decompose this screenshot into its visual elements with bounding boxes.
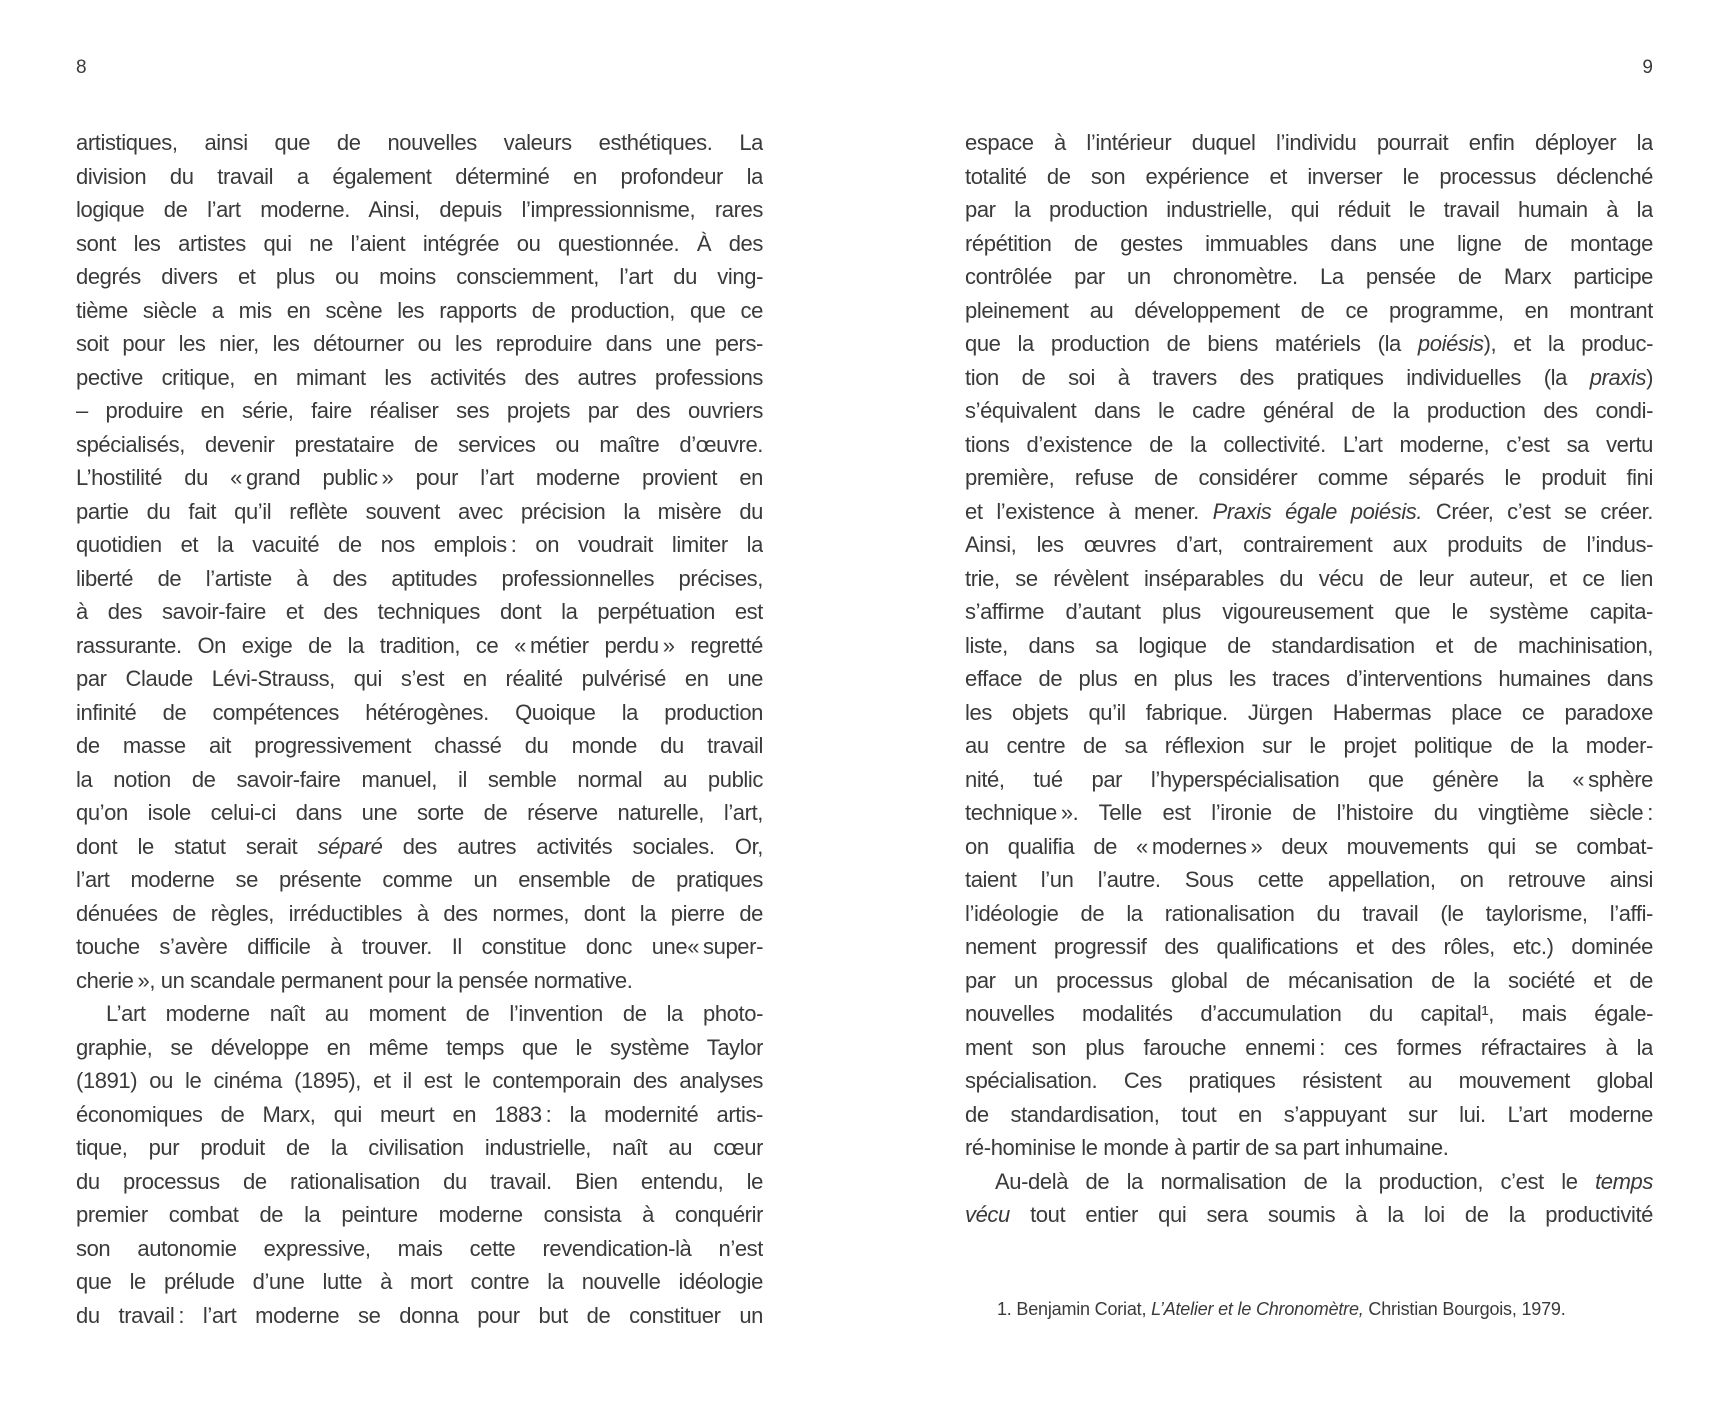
text-run: ), et la produc- [1483, 331, 1653, 356]
text-line [76, 863, 763, 897]
text-run: tième siècle a mis en scène les rapports de production, que ce [76, 297, 763, 323]
text-line [76, 428, 763, 462]
text-line [76, 461, 763, 495]
text-run: Christian Bourgois, 1979. [1363, 1299, 1566, 1319]
text-run: graphie, se développe en même temps que le système Taylor [76, 1034, 763, 1060]
italic-text-run: L’Atelier et le Chronomètre, [1151, 1299, 1364, 1319]
text-line [76, 629, 763, 663]
text-run: on qualifia de « modernes » deux mouvements qui se combat- [965, 833, 1653, 859]
text-run: taient l’un l’autre. Sous cette appellation, on retrouve ainsi [965, 867, 1653, 892]
text-run: cherie », un scandale permanent pour la pensée normative. [76, 967, 633, 993]
text-run: tion de soi à travers des pratiques individuelles (la [965, 364, 1590, 390]
text-run: ré-hominise le monde à partir de sa part inhumaine. [965, 1135, 1449, 1160]
text-run: logique de l’art moderne. Ainsi, depuis l’impressionnisme, rares [76, 197, 763, 222]
italic-text-run: praxis [1589, 364, 1647, 390]
text-line [76, 1031, 763, 1065]
italic-text-run: poiésis [1417, 331, 1484, 356]
text-run: spécialisation. Ces pratiques résistent au mouvement global [965, 1068, 1653, 1093]
text-run: qu’on isole celui-ci dans une sorte de réserve naturelle, l’art, [76, 800, 763, 825]
text-line [76, 1232, 763, 1266]
text-line [965, 495, 1653, 529]
text-line [76, 830, 763, 864]
footnote [997, 1296, 1657, 1322]
text-run: quotidien et la vacuité de nos emplois : on voudrait limiter la [76, 532, 763, 557]
text-run: l’art moderne se présente comme un ensemble de pratiques [76, 867, 763, 892]
text-run: infinité de compétences hétérogènes. Quoique la production [76, 699, 763, 725]
text-line [965, 897, 1653, 931]
text-line [965, 428, 1653, 462]
text-run: au centre de sa réflexion sur le projet politique de la moder- [965, 733, 1653, 758]
text-line [76, 495, 763, 529]
text-run: totalité de son expérience et inverser le processus déclenché [965, 163, 1653, 189]
text-line [965, 830, 1653, 864]
text-run: tique, pur produit de la civilisation industrielle, naît au cœur [76, 1135, 763, 1160]
text-run: sont les artistes qui ne l’aient intégrée ou questionnée. À des [76, 230, 763, 256]
text-line [965, 160, 1653, 194]
text-line [965, 997, 1653, 1031]
text-line [965, 227, 1653, 261]
text-run: ) [1646, 364, 1653, 390]
text-run: nouvelles modalités d’accumulation du capital¹, mais égale- [965, 1001, 1653, 1026]
text-line [76, 1098, 763, 1132]
text-line [76, 1299, 763, 1333]
text-run: trie, se révèlent inséparables du vécu de leur auteur, et ce lien [965, 565, 1653, 591]
text-line [965, 361, 1653, 395]
text-line [965, 294, 1653, 328]
text-run: pective critique, en mimant les activités des autres professions [76, 364, 763, 390]
text-line [76, 1198, 763, 1232]
text-line [965, 394, 1653, 428]
italic-text-run: temps [1595, 1168, 1653, 1194]
text-line [965, 528, 1653, 562]
text-run: liste, dans sa logique de standardisation et de machinisation, [965, 632, 1653, 658]
text-run: première, refuse de considérer comme séparés le produit fini [965, 465, 1653, 490]
text-run: degrés divers et plus ou moins consciemment, l’art du ving- [76, 264, 763, 289]
text-line [76, 562, 763, 596]
text-line [965, 863, 1653, 897]
text-run: soit pour les nier, les détourner ou les reproduire dans une pers- [76, 331, 763, 356]
text-run: à des savoir-faire et des techniques dont la perpétuation est [76, 599, 763, 624]
text-run: Créer, c’est se créer. [1422, 498, 1653, 524]
text-line [965, 964, 1653, 998]
text-line [76, 160, 763, 194]
text-run: spécialisés, devenir prestataire de services ou maître d’œuvre. [76, 431, 763, 457]
text-run: de masse ait progressivement chassé du monde du travail [76, 733, 763, 758]
text-line [965, 193, 1653, 227]
text-run: l’idéologie de la rationalisation du travail (le taylorisme, l’affi- [965, 900, 1653, 926]
text-line [76, 126, 763, 160]
text-run: 1. Benjamin Coriat, [997, 1299, 1152, 1319]
text-line [965, 729, 1653, 763]
text-line [965, 562, 1653, 596]
text-run: contrôlée par un chronomètre. La pensée de Marx participe [965, 264, 1653, 289]
text-line [965, 595, 1653, 629]
text-line [76, 227, 763, 261]
text-line [965, 1131, 1653, 1165]
text-line [76, 528, 763, 562]
text-line [965, 763, 1653, 797]
text-line [965, 930, 1653, 964]
text-run: espace à l’intérieur duquel l’individu pourrait enfin déployer la [965, 130, 1653, 155]
text-line [76, 260, 763, 294]
text-run: premier combat de la peinture moderne consista à conquérir [76, 1202, 763, 1227]
text-run: efface de plus en plus les traces d’interventions humaines dans [965, 666, 1653, 691]
text-run: L’hostilité du « grand public » pour l’art moderne provient en [76, 465, 763, 490]
text-run: nement progressif des qualifications et des rôles, etc.) dominée [965, 934, 1653, 959]
text-line [965, 1031, 1653, 1065]
text-run: des autres activités sociales. Or, [382, 833, 763, 859]
text-run: du travail : l’art moderne se donna pour but de constituer un [76, 1302, 763, 1328]
page-left-text-column [76, 126, 763, 1332]
text-line [76, 1131, 763, 1165]
text-line [965, 126, 1653, 160]
text-line [76, 394, 763, 428]
text-line [965, 461, 1653, 495]
italic-text-run: Praxis égale poiésis. [1212, 498, 1423, 524]
text-line [76, 964, 763, 998]
text-line [76, 897, 763, 931]
text-run: Au-delà de la normalisation de la production, c’est le [995, 1168, 1596, 1194]
text-line [76, 796, 763, 830]
text-run: son autonomie expressive, mais cette revendication-là n’est [76, 1235, 763, 1261]
text-run: les objets qu’il fabrique. Jürgen Habermas place ce paradoxe [965, 699, 1653, 725]
text-line [76, 696, 763, 730]
text-run: économiques de Marx, qui meurt en 1883 : la modernité artis- [76, 1101, 763, 1127]
text-run: s’affirme d’autant plus vigoureusement que le système capita- [965, 599, 1653, 624]
text-run: (1891) ou le cinéma (1895), et il est le contemporain des analyses [76, 1068, 763, 1093]
page-right-text-column [965, 126, 1653, 1232]
text-run: la notion de savoir-faire manuel, il semble normal au public [76, 766, 763, 792]
italic-text-run: vécu [965, 1202, 1010, 1227]
text-run: liberté de l’artiste à des aptitudes professionnelles précises, [76, 565, 763, 591]
text-line [965, 1064, 1653, 1098]
text-run: de standardisation, tout en s’appuyant sur lui. L’art moderne [965, 1101, 1653, 1127]
text-run: tions d’existence de la collectivité. L’art moderne, c’est sa vertu [965, 431, 1653, 457]
text-run: par Claude Lévi-Strauss, qui s’est en réalité pulvérisé en une [76, 666, 763, 691]
text-run: répétition de gestes immuables dans une ligne de montage [965, 230, 1653, 256]
text-line [76, 294, 763, 328]
text-line [76, 1265, 763, 1299]
text-run: rassurante. On exige de la tradition, ce « métier perdu » regretté [76, 632, 763, 658]
text-line [76, 729, 763, 763]
text-run: L’art moderne naît au moment de l’invention de la photo- [106, 1001, 763, 1026]
text-run: artistiques, ainsi que de nouvelles valeurs esthétiques. La [76, 130, 763, 155]
text-run: touche s’avère difficile à trouver. Il constitue donc une« super- [76, 934, 763, 959]
text-line [965, 1198, 1653, 1232]
text-run: par un processus global de mécanisation de la société et de [965, 967, 1653, 993]
text-run: – produire en série, faire réaliser ses projets par des ouvriers [76, 398, 763, 423]
text-line [965, 1165, 1653, 1199]
page-number-right: 9 [1642, 57, 1653, 78]
text-run: tout entier qui sera soumis à la loi de la productivité [1009, 1202, 1653, 1227]
text-run: nité, tué par l’hyperspécialisation que génère la « sphère [965, 766, 1653, 792]
text-run: s’équivalent dans le cadre général de la production des condi- [965, 398, 1653, 423]
text-line [965, 327, 1653, 361]
text-run: que le prélude d’une lutte à mort contre la nouvelle idéologie [76, 1269, 763, 1294]
text-line [76, 361, 763, 395]
text-line [76, 997, 763, 1031]
text-line [965, 1098, 1653, 1132]
text-run: du processus de rationalisation du travail. Bien entendu, le [76, 1168, 763, 1194]
text-run: que la production de biens matériels (la [965, 331, 1418, 356]
text-line [76, 595, 763, 629]
text-line [76, 763, 763, 797]
text-line [76, 327, 763, 361]
text-line [76, 930, 763, 964]
text-run: dénuées de règles, irréductibles à des normes, dont la pierre de [76, 900, 763, 926]
italic-text-run: séparé [317, 833, 383, 859]
text-line [965, 260, 1653, 294]
text-run: par la production industrielle, qui réduit le travail humain à la [965, 197, 1653, 222]
text-run: division du travail a également déterminé en profondeur la [76, 163, 763, 189]
text-run: et l’existence à mener. [965, 498, 1213, 524]
text-line [965, 662, 1653, 696]
text-run: pleinement au développement de ce programme, en montrant [965, 297, 1653, 323]
text-run: ment son plus farouche ennemi : ces formes réfractaires à la [965, 1034, 1653, 1060]
text-line [965, 796, 1653, 830]
text-line [76, 662, 763, 696]
page-number-left: 8 [76, 57, 87, 78]
text-line [76, 1064, 763, 1098]
text-line [965, 629, 1653, 663]
text-run: dont le statut serait [76, 833, 318, 859]
text-run: Ainsi, les œuvres d’art, contrairement aux produits de l’indus- [965, 532, 1653, 557]
text-run: partie du fait qu’il reflète souvent avec précision la misère du [76, 498, 763, 524]
text-line [76, 193, 763, 227]
text-line [965, 696, 1653, 730]
text-run: technique ». Telle est l’ironie de l’histoire du vingtième siècle : [965, 800, 1653, 825]
text-line [76, 1165, 763, 1199]
